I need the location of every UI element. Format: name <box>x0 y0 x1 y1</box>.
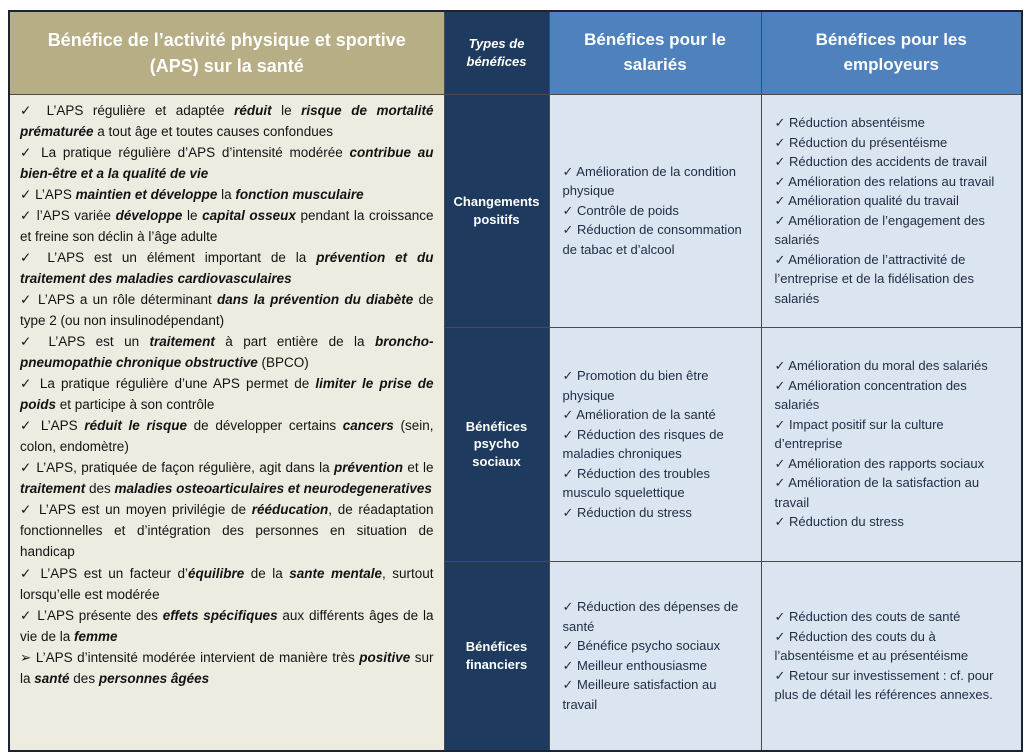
check-icon: ✓ <box>774 212 789 228</box>
employers-cell-benefices-financiers <box>761 561 1022 751</box>
check-icon: ✓ <box>20 502 39 518</box>
list-item: ✓ Meilleur enthousiasme <box>562 657 708 673</box>
list-item: ✓ Amélioration de l’attractivité de l’entreprise et de la fidélisation des salariés <box>774 251 974 306</box>
list-item: ✓ La pratique régulière d’une APS permet de limiter le prise de poids et participe à son contrôle <box>20 376 434 413</box>
check-icon: ✓ <box>20 460 37 476</box>
check-icon: ✓ <box>774 667 790 683</box>
types-header-cell <box>444 11 549 94</box>
row-label-changements-positifs: Changements positifs <box>444 94 549 327</box>
check-icon: ✓ <box>562 465 578 481</box>
check-icon: ✓ <box>774 514 790 530</box>
page-title: Bénéfice de l’activité physique et sportive (APS) sur la santé <box>47 29 406 76</box>
employers-header-label: Bénéfices pour les employeurs <box>815 30 967 74</box>
check-icon: ✓ <box>774 455 789 471</box>
check-icon: ✓ <box>774 416 790 432</box>
check-icon: ✓ <box>774 628 790 644</box>
list-item: ✓ Réduction des couts du à l’absentéisme et au présentéisme <box>774 628 969 663</box>
types-header-label: Types de bénéfices <box>466 35 527 69</box>
check-icon: ✓ <box>20 334 49 350</box>
check-icon: ✓ <box>562 222 578 238</box>
check-icon: ✓ <box>20 102 47 118</box>
list-item: ✓ Réduction de consommation de tabac et d’alcool <box>562 222 742 257</box>
check-icon: ✓ <box>774 134 790 150</box>
list-item: ✓ Contrôle de poids <box>562 202 679 218</box>
check-icon: ✓ <box>562 677 578 693</box>
list-item: ✓ Amélioration des rapports sociaux <box>774 455 985 471</box>
check-icon: ✓ <box>20 186 36 202</box>
check-icon: ✓ <box>774 193 789 208</box>
list-item: ✓ Impact positif sur la culture d’entreprise <box>774 416 944 452</box>
arrow-bullet-icon: ➢ <box>20 649 36 665</box>
list-item: ✓ Amélioration de la satisfaction au travail <box>774 475 980 510</box>
list-item: ✓ Réduction des troubles musculo squelettique <box>562 465 710 500</box>
check-icon: ✓ <box>774 154 790 169</box>
main-title-cell <box>9 11 444 94</box>
list-item: ✓ Promotion du bien être physique <box>562 368 709 403</box>
list-item: ✓ Réduction du stress <box>562 504 692 520</box>
check-icon: ✓ <box>20 249 48 265</box>
employers-cell-benefices-psycho-sociaux <box>761 327 1022 561</box>
list-item: ✓ La pratique régulière d’APS d’intensité modérée contribue au bien-être et a la qualité de vie <box>20 144 434 181</box>
check-icon: ✓ <box>20 376 40 392</box>
list-item: ✓ Réduction du présentéisme <box>774 134 948 150</box>
check-icon: ✓ <box>20 565 41 581</box>
list-item: ✓ Réduction des accidents de travail <box>774 154 988 169</box>
salaries-cell-benefices-financiers <box>549 561 761 751</box>
check-icon: ✓ <box>20 144 42 160</box>
list-item: ✓ Amélioration des relations au travail <box>774 173 995 189</box>
header-row <box>9 11 1022 94</box>
check-icon: ✓ <box>562 368 578 383</box>
check-icon: ✓ <box>774 475 789 491</box>
check-icon: ✓ <box>562 638 578 654</box>
check-icon: ✓ <box>562 504 578 520</box>
list-item: ✓ Amélioration de la condition physique <box>562 163 737 199</box>
list-item: ✓ Amélioration de la santé <box>562 407 716 422</box>
check-icon: ✓ <box>562 426 578 442</box>
list-item: ✓ L’APS est un facteur d’équilibre de la sante mentale, surtout lorsqu’elle est modérée <box>20 565 434 602</box>
list-item: ✓ Amélioration du moral des salariés <box>774 358 988 374</box>
list-item: ✓ Réduction des risques de maladies chroniques <box>562 426 724 461</box>
check-icon: ✓ <box>20 607 38 623</box>
list-item: ✓ L’APS maintien et développe la fonction musculaire <box>20 186 364 202</box>
row-changements-positifs <box>9 94 1022 327</box>
check-icon: ✓ <box>774 115 790 130</box>
list-item: ✓ Amélioration qualité du travail <box>774 193 959 208</box>
check-icon: ✓ <box>562 657 578 673</box>
employers-cell-changements-positifs <box>761 94 1022 327</box>
aps-benefits-list-cell <box>9 94 444 751</box>
list-item: ✓ L’APS régulière et adaptée réduit le risque de mortalité prématurée a tout âge et toutes causes confondues <box>20 102 434 139</box>
list-item: ✓ Réduction des dépenses de santé <box>562 599 739 634</box>
check-icon: ✓ <box>20 291 38 307</box>
check-icon: ✓ <box>774 377 789 393</box>
list-item: ✓ Réduction des couts de santé <box>774 609 961 624</box>
check-icon: ✓ <box>562 599 578 615</box>
check-icon: ✓ <box>774 358 789 374</box>
list-item: ✓ L’APS, pratiquée de façon régulière, agit dans la prévention et le traitement des maladies osteoarticulaires et neurodegeneratives <box>20 460 434 497</box>
check-icon: ✓ <box>562 407 577 422</box>
check-icon: ✓ <box>562 202 578 218</box>
list-item: ✓ L’APS a un rôle déterminant dans la prévention du diabète de type 2 (ou non insulinodépendant) <box>20 291 434 328</box>
salaries-header-label: Bénéfices pour le salariés <box>584 30 726 74</box>
row-label-benefices-psycho-sociaux: Bénéfices psycho sociaux <box>444 327 549 561</box>
check-icon: ✓ <box>774 251 789 267</box>
list-item: ✓ Amélioration concentration des salariés <box>774 377 967 413</box>
employers-header-cell <box>761 11 1022 94</box>
salaries-cell-changements-positifs <box>549 94 761 327</box>
check-icon: ✓ <box>20 418 41 434</box>
list-item: ✓ Bénéfice psycho sociaux <box>562 638 721 654</box>
row-label-benefices-financiers: Bénéfices financiers <box>444 561 549 751</box>
list-item: ✓ Retour sur investissement : cf. pour plus de détail les références annexes. <box>774 667 994 702</box>
list-item: ✓ l’APS variée développe le capital osseux pendant la croissance et freine son déclin à l’âge adulte <box>20 207 434 244</box>
benefits-table <box>8 10 1023 752</box>
salaries-header-cell <box>549 11 761 94</box>
check-icon: ✓ <box>774 609 790 624</box>
list-item: ➢ L’APS d’intensité modérée intervient de manière très positive sur la santé des personnes âgées <box>20 649 434 686</box>
list-item: ✓ Réduction absentéisme <box>774 115 925 130</box>
list-item: ✓ Réduction du stress <box>774 514 904 530</box>
list-item: ✓ L’APS présente des effets spécifiques aux différents âges de la vie de la femme <box>20 607 434 644</box>
salaries-cell-benefices-psycho-sociaux <box>549 327 761 561</box>
list-item: ✓ L’APS réduit le risque de développer certains cancers (sein, colon, endomètre) <box>20 418 434 455</box>
list-item: ✓ L’APS est un traitement à part entière de la broncho-pneumopathie chronique obstructive (BPCO) <box>20 334 434 371</box>
check-icon: ✓ <box>562 163 577 179</box>
list-item: ✓ Amélioration de l’engagement des salariés <box>774 212 985 247</box>
check-icon: ✓ <box>20 207 37 223</box>
check-icon: ✓ <box>774 173 789 189</box>
list-item: ✓ L’APS est un élément important de la prévention et du traitement des maladies cardiovasculaires <box>20 249 434 286</box>
list-item: ✓ L’APS est un moyen privilégie de rééducation, de réadaptation fonctionnelles et d’intégration des personnes en situation de handicap <box>20 502 434 560</box>
list-item: ✓ Meilleure satisfaction au travail <box>562 677 717 712</box>
